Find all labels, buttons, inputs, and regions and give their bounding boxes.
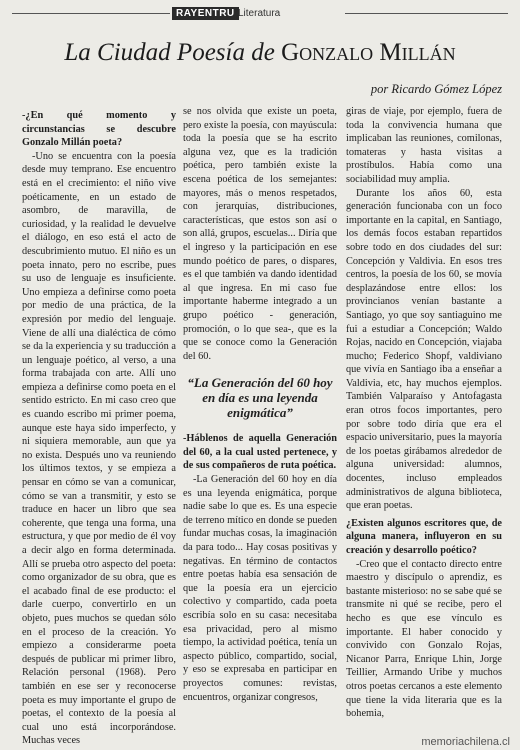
question-1: -¿En qué momento y circunstancias se descubre Gonzalo Millán poeta? [22,110,176,149]
header-rule-right [345,13,508,14]
pull-quote: “La Generación del 60 hoy en día es una leyenda enigmática” [187,375,333,421]
answer-2-paragraph: Durante los años 60, esta generación funcionaba con un foco importante en la capital, en Santiago, los demás focos estaban repartidos sobre todo en dos ciudades del sur: Concepción y Valdivia. En esos tres centros, la poesía de los 60, se movía desplazándose entre ellos: los provincianos venían bastante a Santiago, yo que soy santiaguino me fui a estudiar a Concepción; Waldo Rojas, nacido en Concepción, viajaba mucho; Federico Shopf, valdiviano que vivía en Santiago iba a enseñar a Valdivia, etc, hay muchos ejemplos. También Valparaíso y Antofagasta eran otros focos importantes, pero por sobre todo diría que era el espacio universitario, pues la mayoría de los poetas girábamos alrededor de alguna universidad: alumnos, docentes, incluso empleados administrativos de alguna biblioteca, que eran poetas. [346,187,502,512]
answer-2: -La Generación del 60 hoy en día es una leyenda enigmática, porque nadie sabe lo que es. Es una especie de terreno mítico en donde se pueden fundar muchas cosas, la imaginación da para todo... Hay cosas positivas y negativas. En término de contactos entre poetas había esa sensación de que la poesía era un ejercicio colectivo y compartido, cada poeta escribía solo en su casa: necesitaba esa privacidad, pero al mismo tiempo, la actividad poética, tenía un aspecto público, compartido, social, y eso se expresaba en participar en proyectos comunes: revistas, encuentros, organizar congresos, [183,474,337,703]
column-2 [183,105,337,704]
answer-1: -Uno se encuentra con la poesía desde muy temprano. Ese encuentro está en el crecimiento: el niño vive poéticamente, en un estado de asombro, de maravilla, de curiosidad, y la realidad le devuelve el diálogo, en eso está el acto de descubrimiento mutuo. El niño es un poeta innato, pero no escribe, pues su uso de lenguaje es insuficiente. Uno empieza a definirse como poeta por medio de una práctica, de la expresión por medio del lenguaje. Viene de allí una dialéctica de cómo se da la experiencia y su traducción a un lenguaje poético, al verso, a una forma trabajada con arte. Allí uno empieza a definirse como poeta en el sentido estricto. En mi caso creo que es cuando escribo mi primer poema, aunque este haya sido imperfecto, y ni siquiera memorable, aun que ya no exista. Después uno va reuniendo los últimos textos, y se empieza a pensar en cómo se van a comunicar, cómo se van a transmitir, y esto se traduce en hacer un libro que sea coherente, que tenga una forma, una estructura, y que por medio de él voy a decir algo en forma determinada. Allí se prueba otro aspecto del poeta: como organizador de su obra, que es el acabado final de ese producto: el darle cuerpo, convertirlo en un objeto, pues muchos se quedan sólo en el proceso de la creación. Yo empiezo a considerarme poeta después de publicar mi primer libro, Relación personal (1968). Pero también en ese ser y reconocerse poeta es muy importante el grupo de poetas, el contexto de la poesía al cual uno está incorporándose. Muchas veces [22,150,176,747]
question-2: -Háblenos de aquella Generación del 60, a la cual usted pertenece, y de sus compañeros de ruta poética. [183,433,337,472]
question-3: ¿Existen algunos escritores que, de alguna manera, influyeron en su creación y desarrollo poético? [346,517,502,556]
header-rule-left [12,13,170,14]
article-title [0,38,520,68]
answer-1-continued: se nos olvida que existe un poeta, pero existe la poesía, con mayúscula: toda la poesía que se ha escrito alguna vez, que es la tradición poética, pero también existe la escena poética de los semejantes: mayores, más o menos respetados, con jerarquías, distribuciones, características, que estos son así o son allá, grupos, escuelas... Diría que el ingreso y la participación en ese mundo poético de pares, o dispares, es el que también va dando identidad al que ingresa. En mi caso fue importante haberme integrado a un grupo poético - generación, promoción, o lo que sea-, que es la que se conoce como la Generación del 60. [183,106,337,362]
answer-3: -Creo que el contacto directo entre maestro y discípulo o aprendiz, es bastante misterioso: no se sabe qué se transmite ni qué se recibe, pero el hecho es que ese vínculo es importante. El haber conocido y convivido con Gonzalo Rojas, Nicanor Parra, Enrique Lhin, Jorge Teillier, Armando Uribe y muchos otros poetas cercanos a este elemento que tiene la vida literaria que es la bohemia, [346,558,502,720]
answer-2-continued: giras de viaje, por ejemplo, fuera de toda la convivencia humana que implicaban las reuniones, comilonas, tomateras y hasta visitas a prostíbulos. Había como una sociabilidad muy amplia. [346,106,502,185]
article-byline: por Ricardo Gómez López [370,82,502,96]
source-watermark: memoriachilena.cl [421,736,510,748]
magazine-brand: RAYENTRU [172,7,239,20]
title-prefix: La Ciudad Poesía de [64,39,282,66]
section-label: Literatura [238,8,281,19]
page-header [0,6,520,22]
column-1 [22,105,176,748]
title-name: Gonzalo Millán [281,39,456,66]
column-3 [346,105,502,721]
